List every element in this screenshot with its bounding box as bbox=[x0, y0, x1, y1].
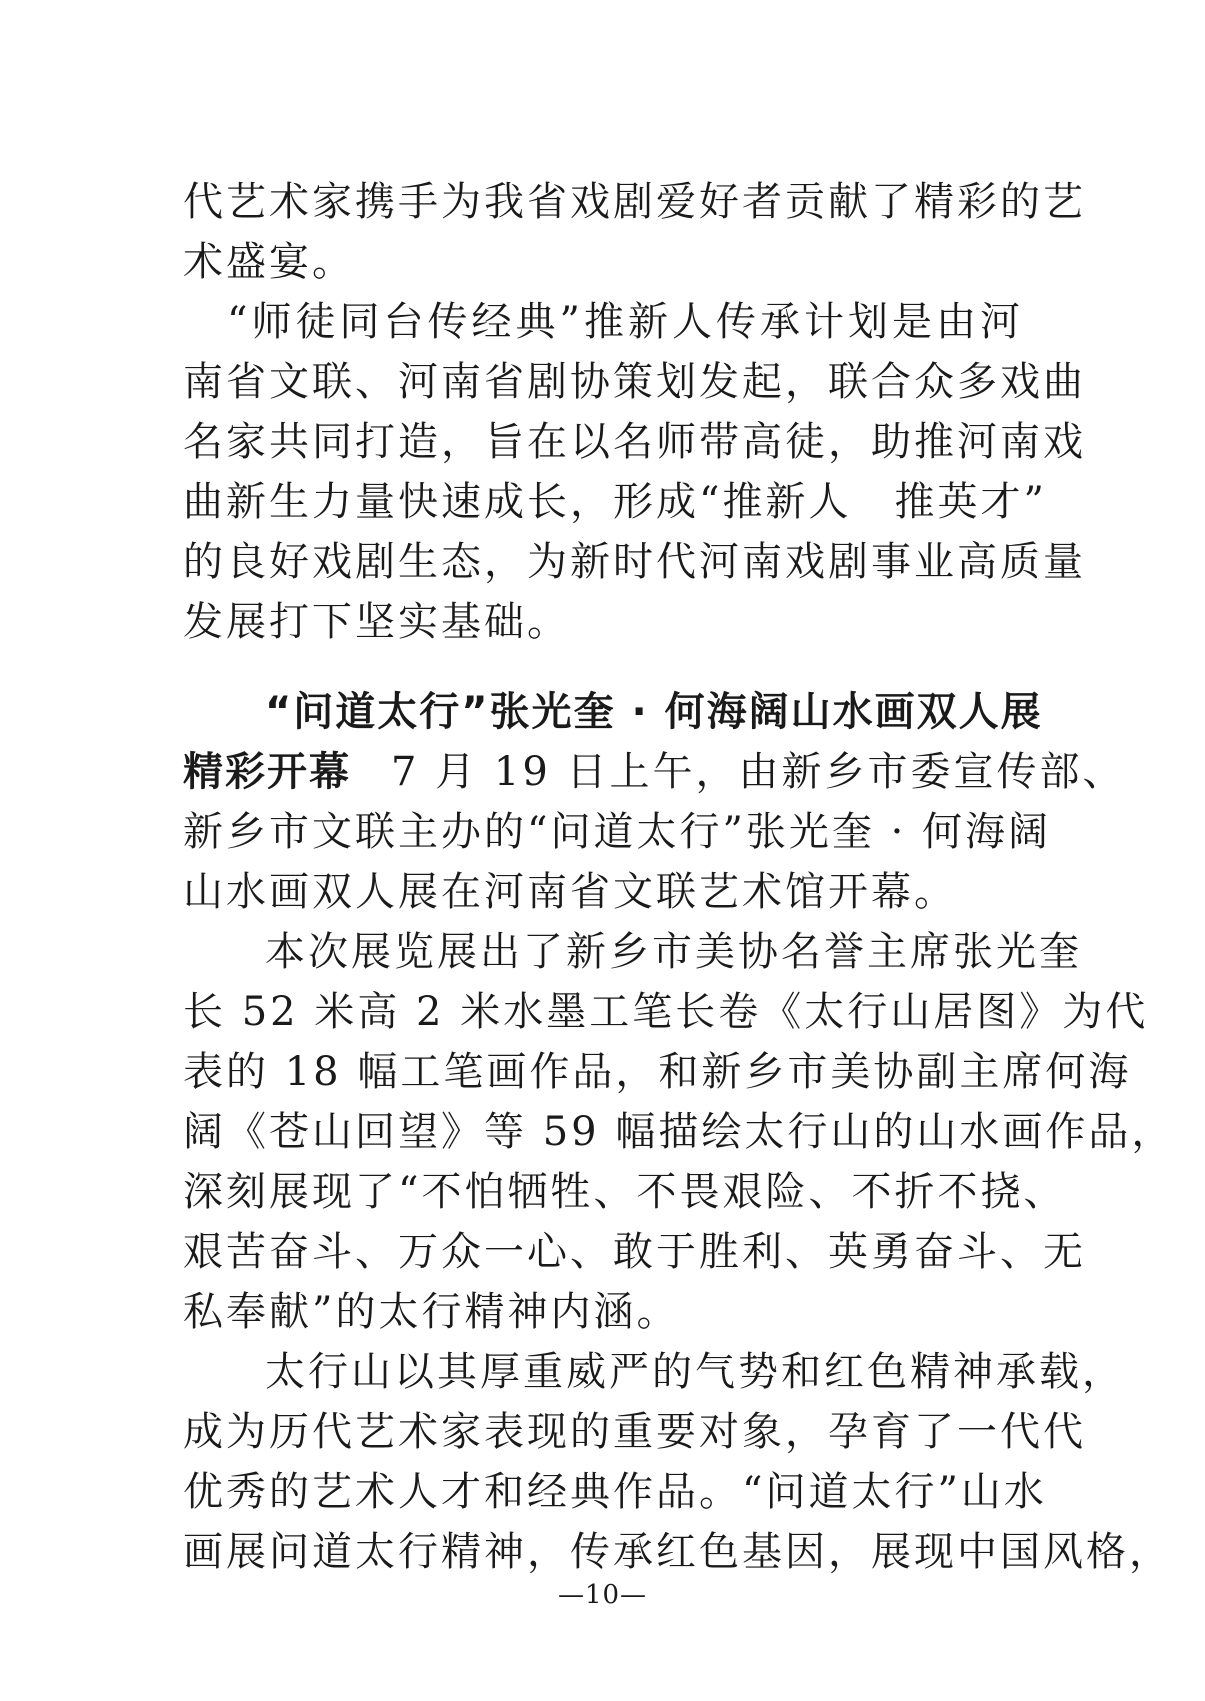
paragraph-line: 曲新生力量快速成长，形成“推新人 推英才” bbox=[183, 479, 1047, 525]
paragraph-line: 山水画双人展在河南省文联艺术馆开幕。 bbox=[183, 869, 957, 915]
paragraph-line: 南省文联、河南省剧协策划发起，联合众多戏曲 bbox=[183, 359, 1086, 405]
paragraph-line: 深刻展现了“不怕牺牲、不畏艰险、不折不挠、 bbox=[183, 1169, 1067, 1215]
paragraph-line: 私奉献”的太行精神内涵。 bbox=[183, 1289, 680, 1335]
paragraph-line: 的良好戏剧生态，为新时代河南戏剧事业高质量 bbox=[183, 539, 1086, 585]
paragraph-line: 艰苦奋斗、万众一心、敢于胜利、英勇奋斗、无 bbox=[183, 1229, 1086, 1275]
section-heading-line2 bbox=[183, 742, 1126, 802]
paragraph-line: 阔《苍山回望》等 59 幅描绘太行山的山水画作品， bbox=[183, 1109, 1175, 1155]
paragraph-line: 术盛宴。 bbox=[183, 239, 355, 285]
paragraph-line: 本次展览展出了新乡市美协名誉主席张光奎 bbox=[265, 929, 1082, 975]
paragraph-line: 代艺术家携手为我省戏剧爱好者贡献了精彩的艺 bbox=[183, 179, 1086, 225]
paragraph-line: “师徒同台传经典”推新人传承计划是由河 bbox=[183, 299, 1023, 345]
paragraph-line: 表的 18 幅工笔画作品，和新乡市美协副主席何海 bbox=[183, 1049, 1132, 1095]
page-number: —10— bbox=[557, 1580, 648, 1610]
section-heading: “问道太行”张光奎 · 何海阔山水画双人展 bbox=[265, 689, 1043, 735]
paragraph-line: 新乡市文联主办的“问道太行”张光奎 · 何海阔 bbox=[183, 809, 1052, 855]
paragraph-line: 发展打下坚实基础。 bbox=[183, 599, 570, 645]
paragraph-line: 成为历代艺术家表现的重要对象，孕育了一代代 bbox=[183, 1409, 1086, 1455]
paragraph-line: 太行山以其厚重威严的气势和红色精神承载， bbox=[265, 1349, 1125, 1395]
paragraph-line: 画展问道太行精神，传承红色基因，展现中国风格， bbox=[183, 1529, 1172, 1575]
paragraph-line: 长 52 米高 2 米水墨工笔长卷《太行山居图》为代 bbox=[183, 989, 1149, 1035]
paragraph-line: 名家共同打造，旨在以名师带高徒，助推河南戏 bbox=[183, 419, 1086, 465]
paragraph-line: 优秀的艺术人才和经典作品。“问道太行”山水 bbox=[183, 1469, 1047, 1515]
section-lead-text: 7 月 19 日上午，由新乡市委宣传部、 bbox=[391, 749, 1126, 795]
section-heading-bold: 精彩开幕 bbox=[183, 749, 351, 795]
